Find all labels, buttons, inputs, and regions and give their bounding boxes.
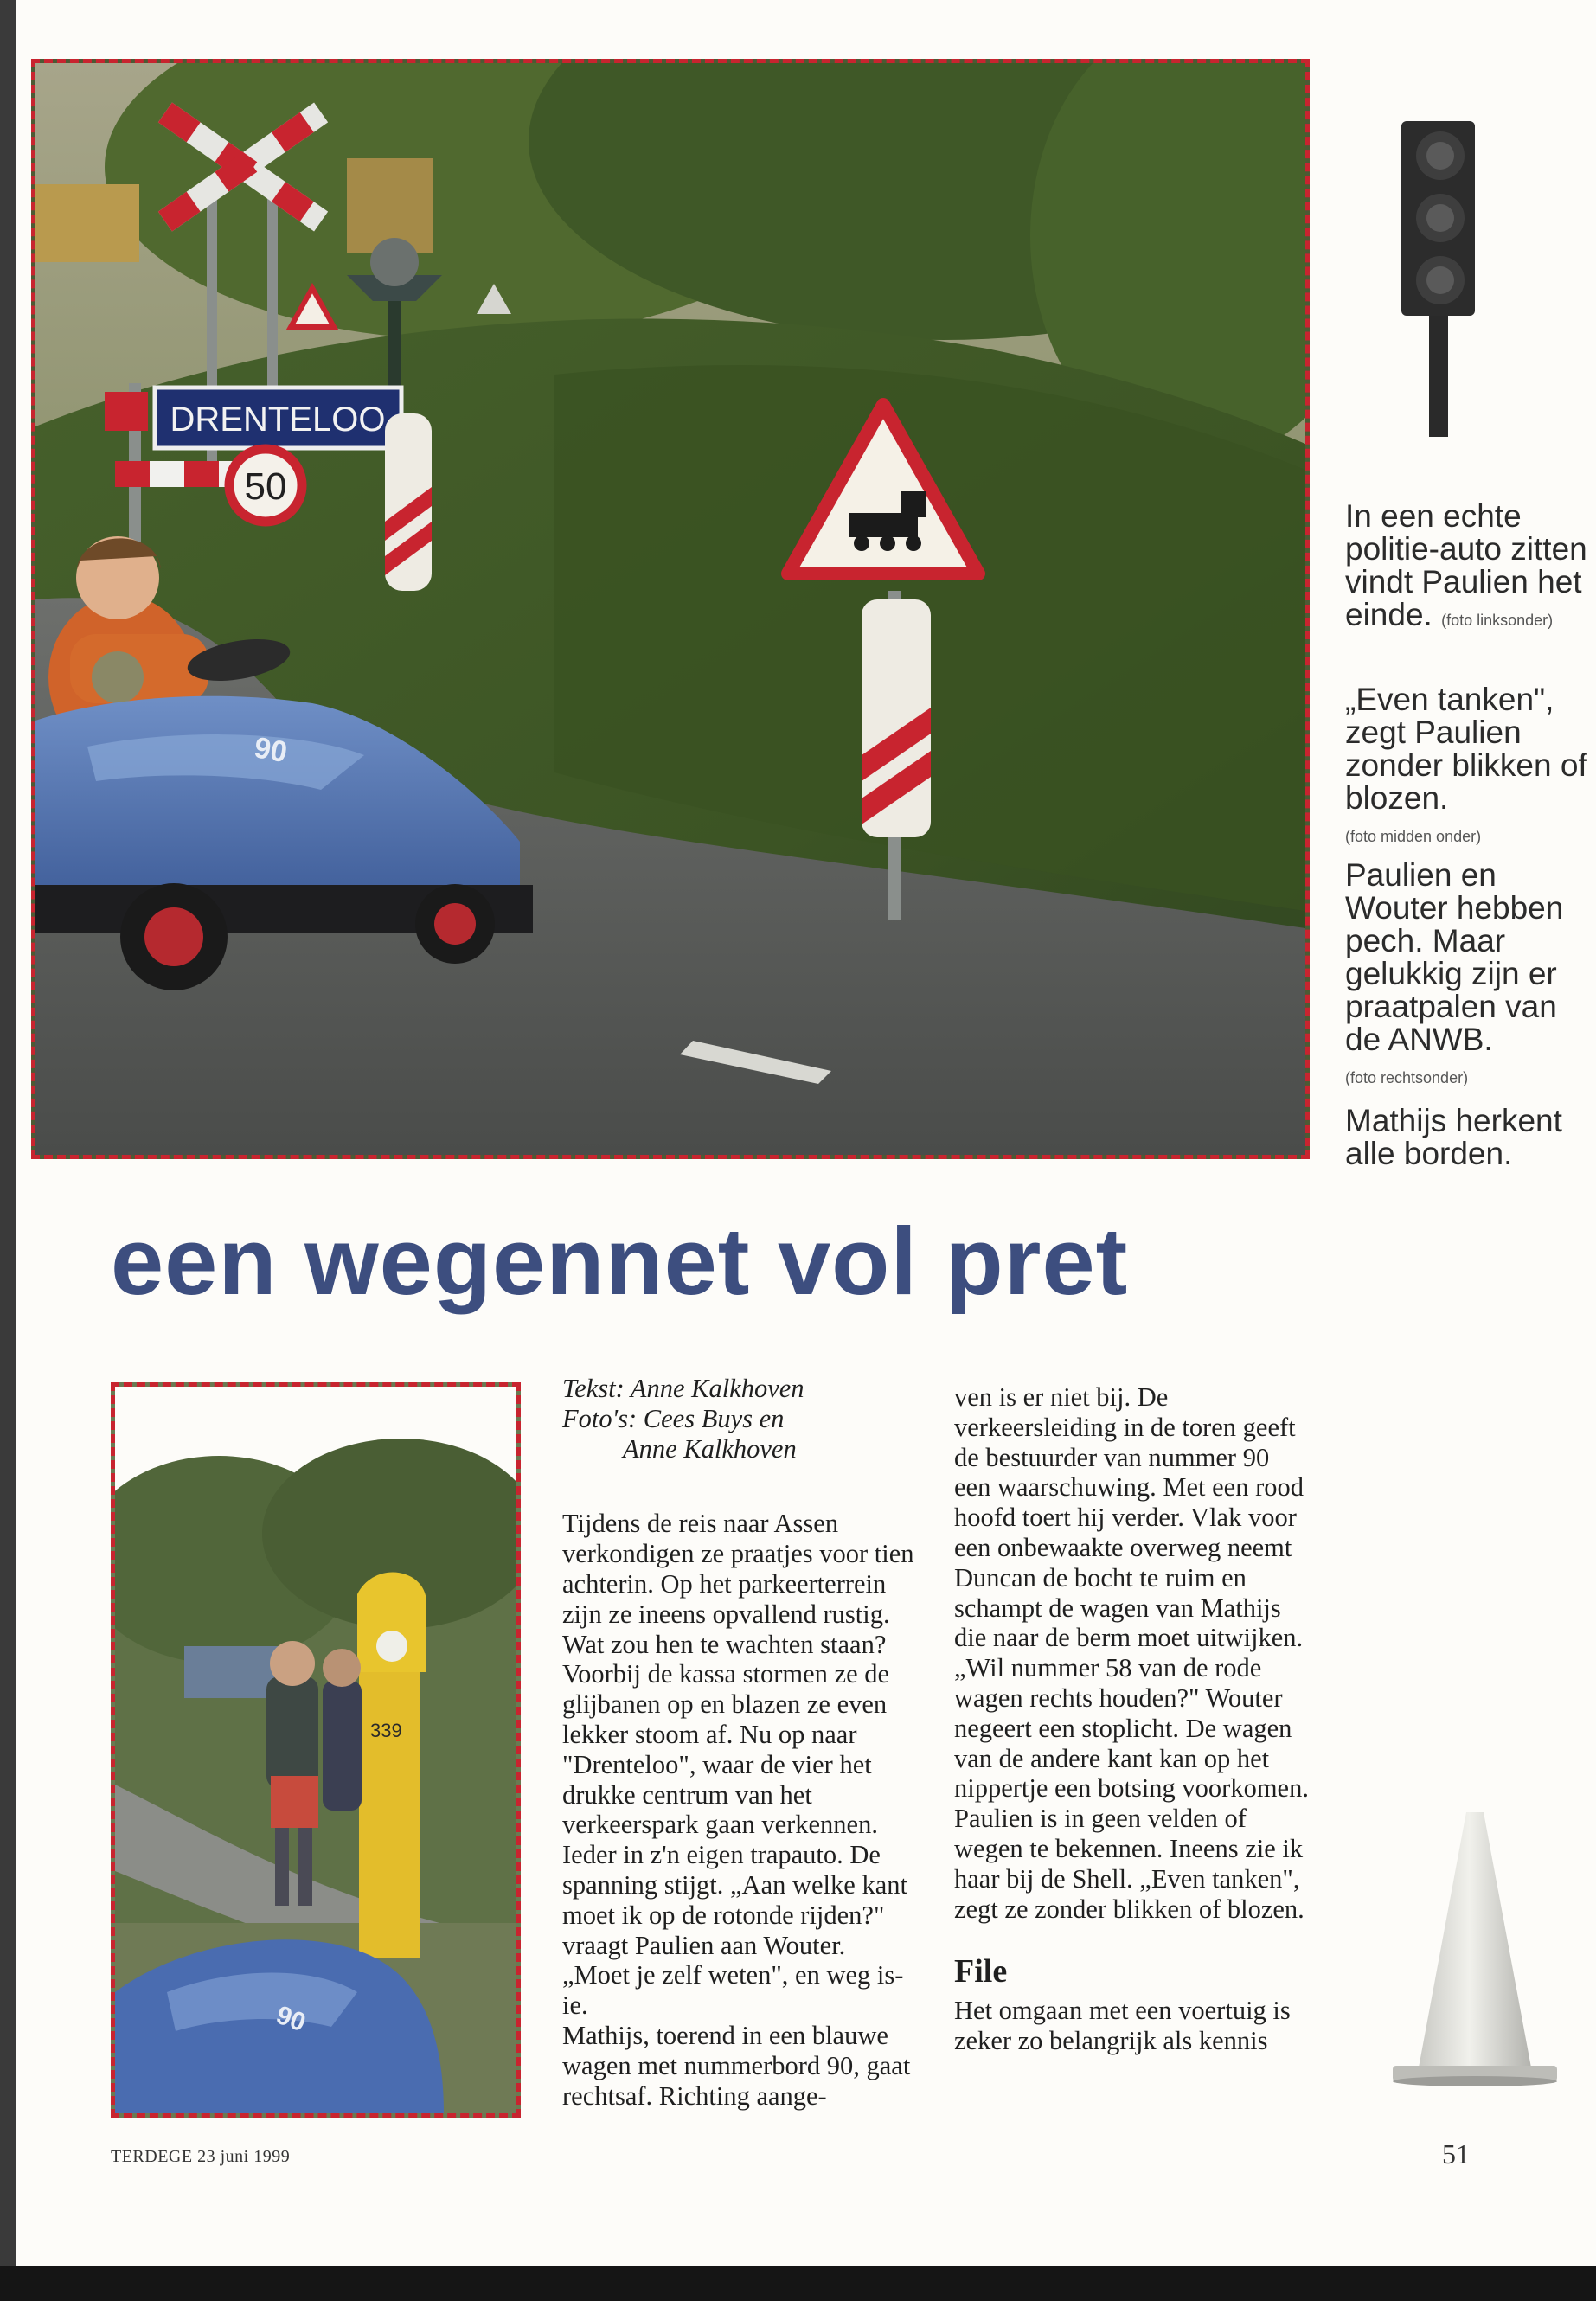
scan-edge-left bbox=[0, 0, 16, 2301]
caption-2-credit: (foto midden onder) bbox=[1345, 828, 1482, 845]
article-paragraph-3: ven is er niet bij. De verkeersleiding in de toren geeft de bestuurder van nummer 90 een waarschuwing. Met een rood hoofd toert hij verder. Vlak voor een onbewaakte overweg neemt Duncan de bocht te ruim en schampt de wagen van Mathijs die naar de berm moet uitwijken. „Wil nummer 58 van de rode wagen rechts houden?" Wouter negeert een stoplicht. De wagen van de andere kant kan op het nippertje een botsing voorkomen. Paulien is in geen velden of wegen te bekennen. Ineens zie ik haar bij de Shell. „Even tanken", zegt ze zonder blikken of blozen. bbox=[954, 1382, 1309, 1924]
author-credits bbox=[562, 1374, 917, 1464]
scan-edge-bottom bbox=[0, 2266, 1596, 2301]
credit-photo-line-2: Anne Kalkhoven bbox=[623, 1433, 797, 1464]
phone-number-text: 339 bbox=[370, 1720, 402, 1741]
phone-photo bbox=[111, 1382, 521, 2118]
phone-photo-scene bbox=[115, 1387, 516, 2113]
article-column-1 bbox=[562, 1374, 917, 2111]
traffic-cone-icon bbox=[1388, 1808, 1561, 2102]
sign-speed-text: 50 bbox=[244, 465, 287, 508]
main-photo-scene bbox=[35, 63, 1305, 1155]
caption-3-credit: (foto rechtsonder) bbox=[1345, 1069, 1469, 1086]
article-subhead: File bbox=[954, 1953, 1008, 1990]
car-number-text-bottom: 90 bbox=[272, 2000, 310, 2038]
caption-1-text: In een echte politie-auto zitten vindt Paulien het einde. bbox=[1345, 498, 1587, 632]
article-paragraph-4: Het omgaan met een voertuig is zeker zo belangrijk als kennis bbox=[954, 1996, 1291, 2055]
traffic-light-icon bbox=[1401, 121, 1479, 441]
caption-4 bbox=[1345, 1105, 1592, 1170]
credit-photo-line: Foto's: Cees Buys en bbox=[562, 1403, 785, 1433]
caption-3 bbox=[1345, 859, 1592, 1094]
car-number-text: 90 bbox=[251, 731, 290, 770]
credit-text-line: Tekst: Anne Kalkhoven bbox=[562, 1374, 804, 1403]
article-paragraph-2: Mathijs, toerend in een blauwe wagen met nummerbord 90, gaat rechtsaf. Richting aange- bbox=[562, 2020, 911, 2111]
caption-2 bbox=[1345, 683, 1592, 853]
magazine-footer: TERDEGE 23 juni 1999 bbox=[111, 2147, 291, 2166]
caption-2-text: „Even tanken", zegt Paulien zonder blikken of blozen. bbox=[1345, 682, 1587, 816]
page-number: 51 bbox=[1442, 2138, 1470, 2170]
headline: een wegennet vol pret bbox=[111, 1208, 1129, 1315]
article-paragraph-1: Tijdens de reis naar Assen verkondigen ze praatjes voor tien achterin. Op het parkeerterrein zijn ze ineens opvallend rustig. Wat zou hen te wachten staan? Voorbij de kassa stormen ze de glijbanen op en blazen ze even lekker stoom af. Nu op naar "Drenteloo", waar de vier het drukke centrum van het verkeerspark gaan verkennen. Ieder in z'n eigen trapauto. De spanning stijgt. „Aan welke kant moet ik op de rotonde rijden?" vraagt Paulien aan Wouter. „Moet je zelf weten", en weg is-ie. bbox=[562, 1509, 914, 2021]
caption-4-text: Mathijs herkent alle borden. bbox=[1345, 1103, 1562, 1171]
main-photo bbox=[31, 59, 1310, 1159]
sign-town-text: DRENTELOO bbox=[170, 401, 386, 439]
caption-1 bbox=[1345, 500, 1592, 637]
article-column-2 bbox=[954, 1382, 1309, 2056]
caption-1-credit: (foto linksonder) bbox=[1441, 612, 1554, 629]
caption-3-text: Paulien en Wouter hebben pech. Maar gelukkig zijn er praatpalen van de ANWB. bbox=[1345, 857, 1564, 1057]
